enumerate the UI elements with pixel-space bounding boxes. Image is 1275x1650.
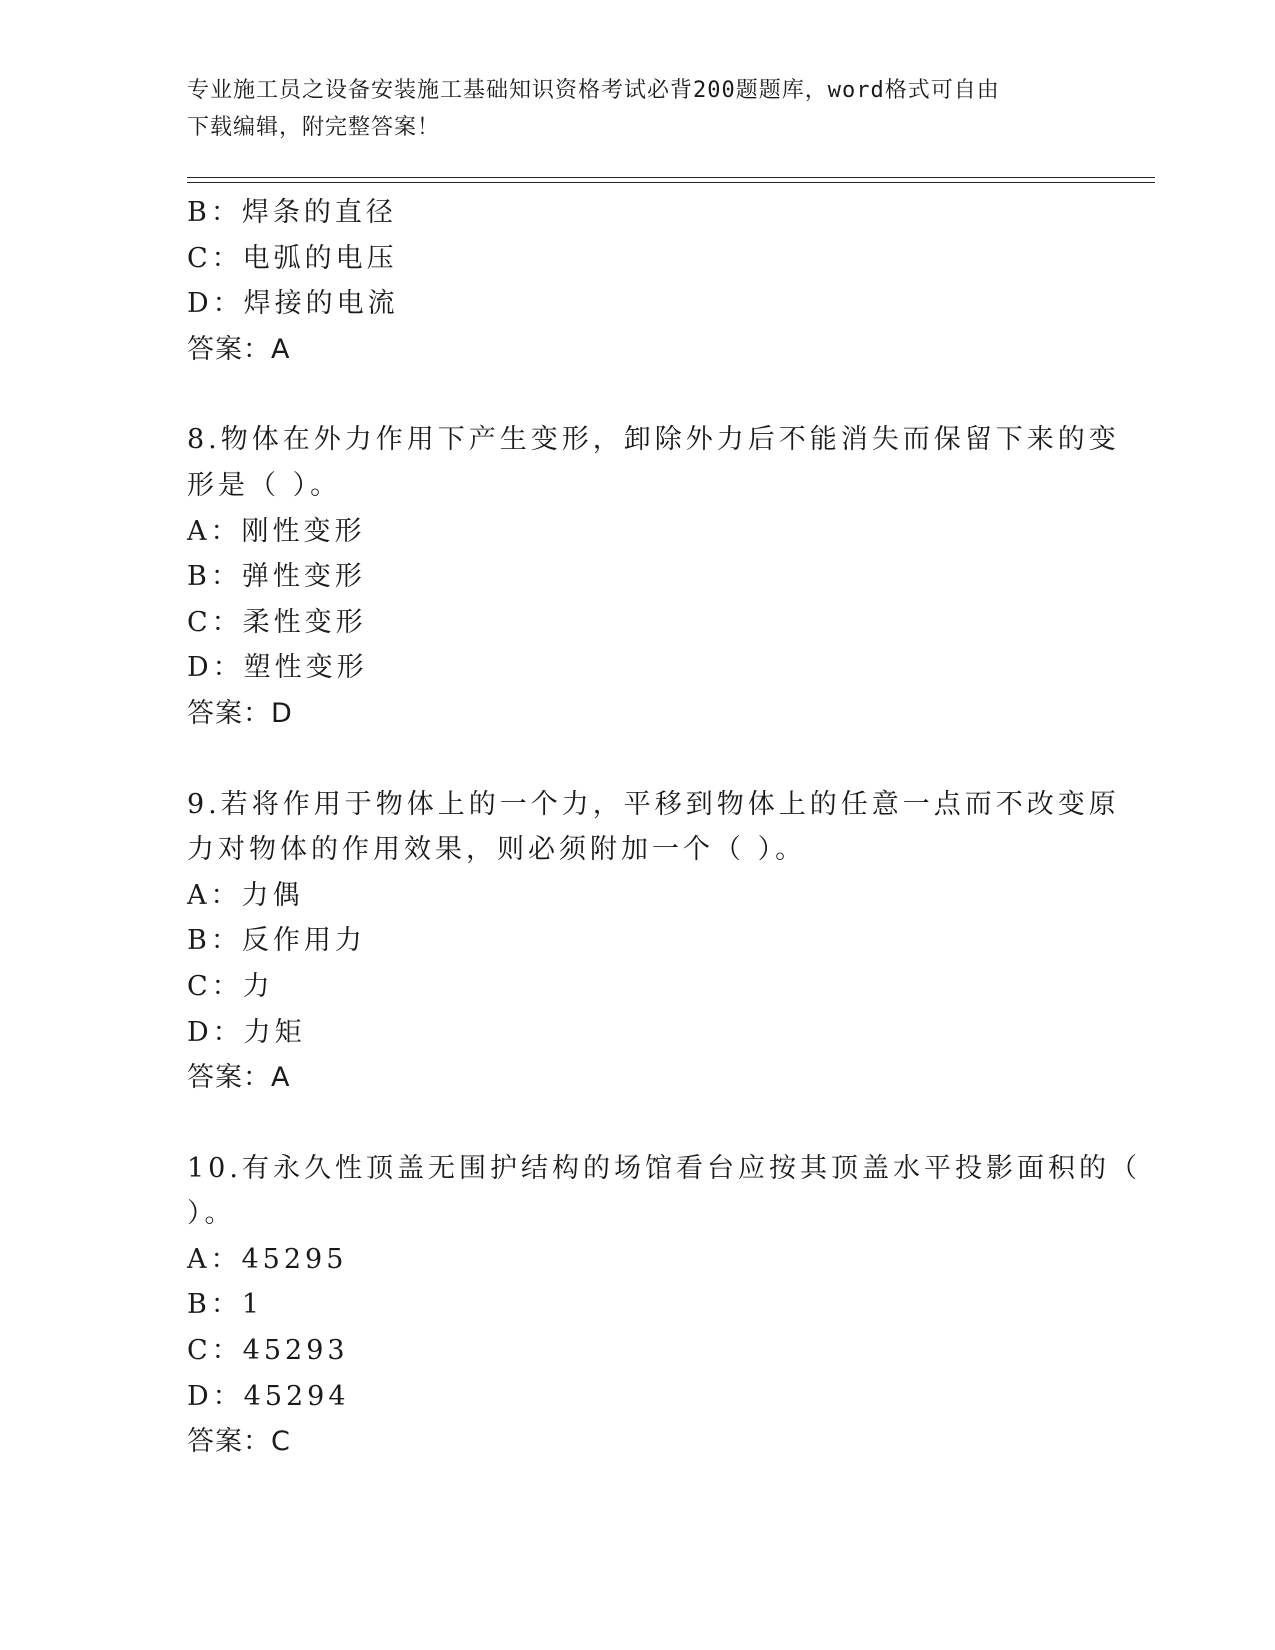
answer-line: 答案：A xyxy=(187,1062,291,1094)
option-d: D：力矩 xyxy=(187,1016,306,1048)
option-d: D：塑性变形 xyxy=(187,652,368,684)
question-stem-line-1: 8.物体在外力作用下产生变形，卸除外力后不能消失而保留下来的变 xyxy=(187,424,1120,456)
header-line-2: 下载编辑，附完整答案！ xyxy=(187,115,441,140)
answer-line: 答案：C xyxy=(187,1426,291,1458)
header-rule-bottom xyxy=(187,182,1155,183)
option-d: D：焊接的电流 xyxy=(187,288,399,320)
question-stem-line-2: 形是（ ）。 xyxy=(187,469,342,501)
option-b: B：反作用力 xyxy=(187,925,366,957)
option-c: C：力 xyxy=(187,970,274,1002)
document-header xyxy=(187,72,1067,146)
header-rule-top xyxy=(187,177,1155,178)
option-c: C：电弧的电压 xyxy=(187,242,398,274)
option-a: A：力偶 xyxy=(187,879,304,911)
question-stem-line-1: 10.有永久性顶盖无围护结构的场馆看台应按其顶盖水平投影面积的（ xyxy=(187,1152,1141,1184)
option-b: B：弹性变形 xyxy=(187,561,366,593)
option-c: C：45293 xyxy=(187,1335,349,1367)
question-9 xyxy=(187,782,1120,1101)
option-a: A：45295 xyxy=(187,1243,348,1275)
question-list xyxy=(187,190,1141,1465)
question-10 xyxy=(187,1146,1141,1465)
option-a: A：刚性变形 xyxy=(187,515,366,547)
option-d: D：45294 xyxy=(187,1380,350,1412)
question-stem-line-1: 9.若将作用于物体上的一个力，平移到物体上的任意一点而不改变原 xyxy=(187,788,1120,820)
question-stem-line-2: 力对物体的作用效果，则必须附加一个（ ）。 xyxy=(187,834,807,866)
option-b: B：1 xyxy=(187,1289,264,1321)
header-line-1: 专业施工员之设备安装施工基础知识资格考试必背200题题库，word格式可自由 xyxy=(187,78,1000,103)
question-stem-line-2: ）。 xyxy=(187,1198,236,1230)
answer-line: 答案：D xyxy=(187,697,293,729)
option-c: C：柔性变形 xyxy=(187,606,367,638)
option-b: B：焊条的直径 xyxy=(187,197,397,228)
answer-line: 答案：A xyxy=(187,333,291,365)
question-8 xyxy=(187,417,1120,736)
prev-question-block xyxy=(187,190,1067,372)
